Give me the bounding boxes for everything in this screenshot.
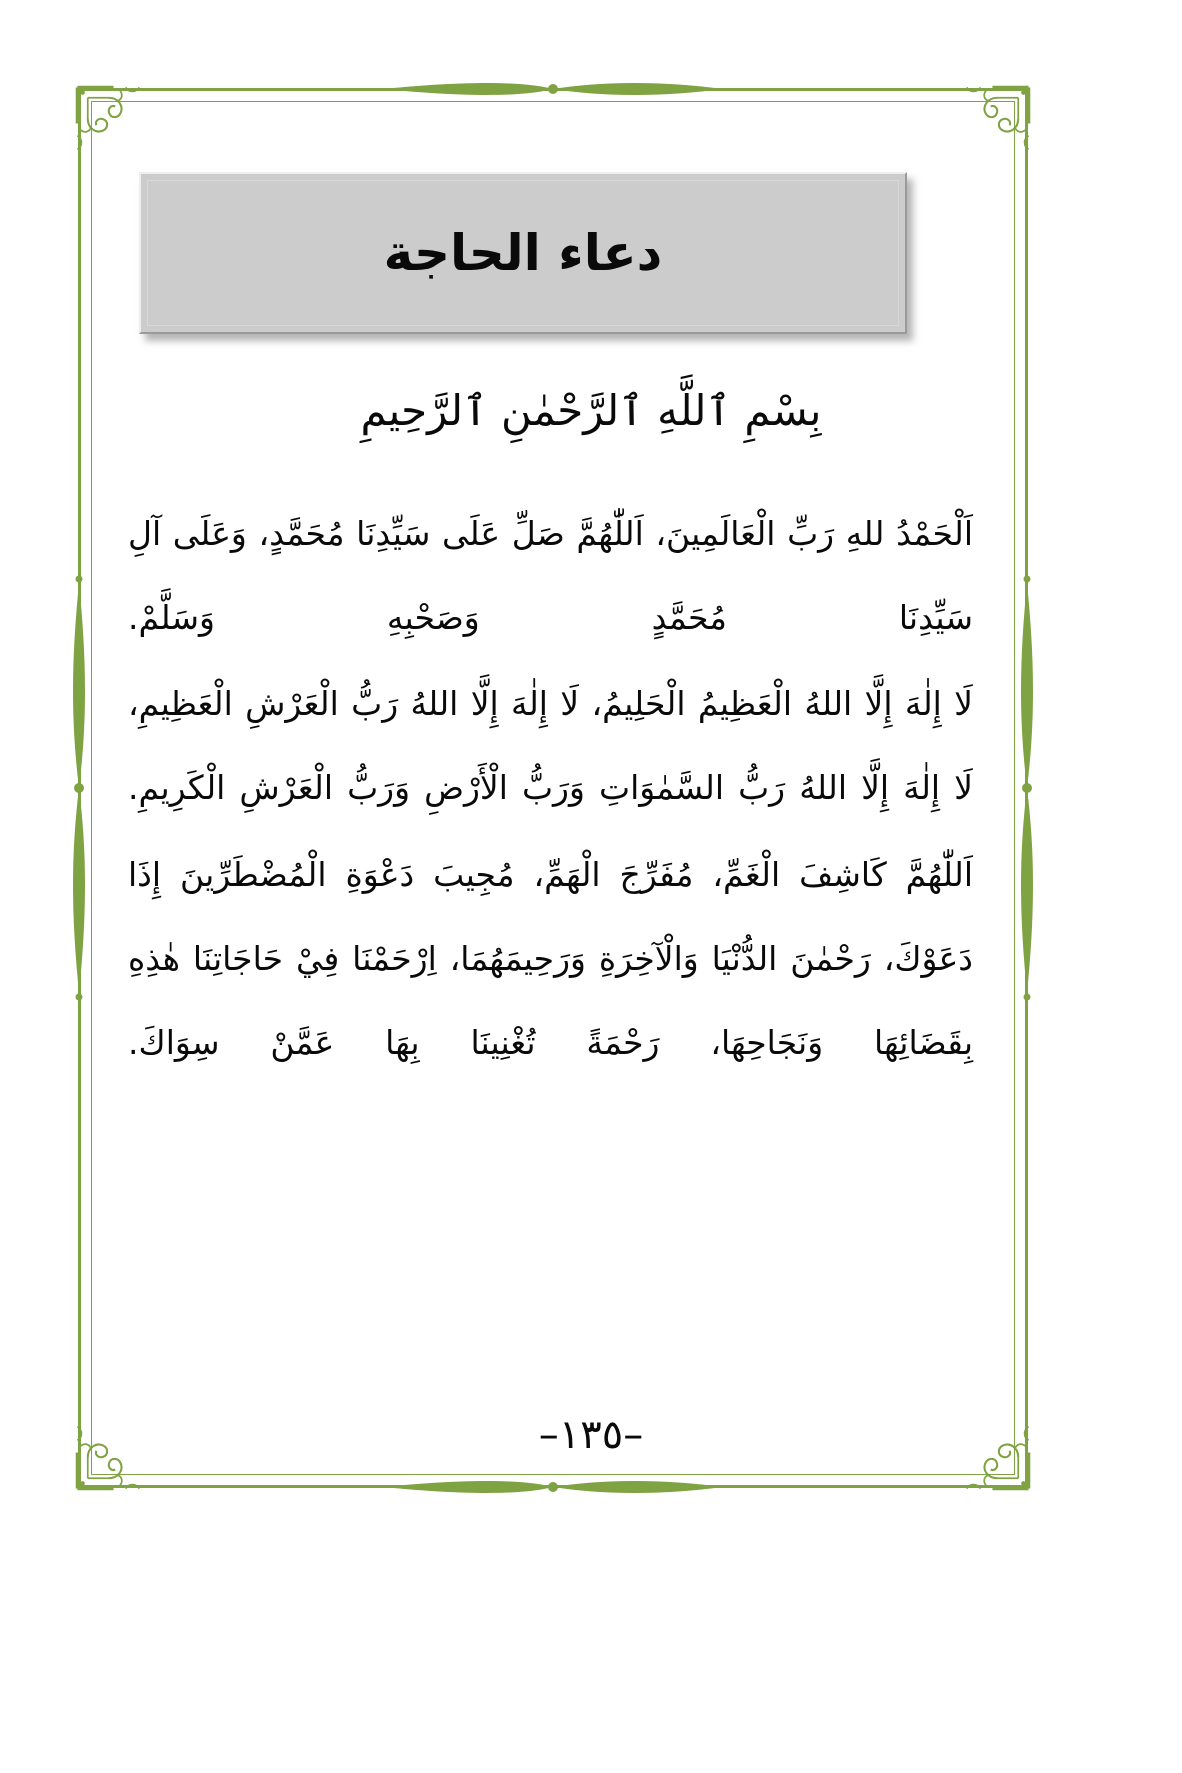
leaf-divider-ornament-icon xyxy=(67,573,91,1003)
floral-corner-ornament-icon xyxy=(74,84,160,170)
page-title-plaque xyxy=(139,172,907,334)
dua-paragraph: اَللّٰهُمَّ كَاشِفَ الْغَمِّ، مُفَرِّجَ الْهَمِّ، مُجِيبَ دَعْوَةِ الْمُضْطَرِّينَ إِذَا دَعَوْكَ، رَحْمٰنَ الدُّنْيَا وَالْآخِرَةِ وَرَحِيمَهُمَا، اِرْحَمْنَا فِيْ حَاجَاتِنَا هٰذِهِ بِقَضَائِهَا وَنَجَاحِهَا، رَحْمَةً تُغْنِينَا بِهَا عَمَّنْ سِوَاكَ. xyxy=(128,854,973,1062)
dua-paragraph: لَا إِلٰهَ إِلَّا اللهُ الْعَظِيمُ الْحَلِيمُ، لَا إِلٰهَ إِلَّا اللهُ رَبُّ الْعَرْشِ الْعَظِيمِ، لَا إِلٰهَ إِلَّا اللهُ رَبُّ السَّمٰوَاتِ وَرَبُّ الْأَرْضِ وَرَبُّ الْعَرْشِ الْكَرِيمِ. xyxy=(128,684,973,808)
leaf-divider-ornament-icon xyxy=(373,77,733,101)
basmala-heading: بِسْمِ ٱللَّهِ ٱلرَّحْمٰنِ ٱلرَّحِيمِ xyxy=(360,386,822,435)
page-title: دعاء الحاجة xyxy=(383,224,663,282)
page-number: –١٣٥– xyxy=(538,1412,644,1458)
dua-body-text xyxy=(128,492,973,1087)
leaf-divider-ornament-icon xyxy=(373,1475,733,1499)
dua-paragraph: اَلْحَمْدُ للهِ رَبِّ الْعَالَمِينَ، اَللّٰهُمَّ صَلِّ عَلَى سَيِّدِنَا مُحَمَّدٍ، وَعَلَى آلِ سَيِّدِنَا مُحَمَّدٍ وَصَحْبِهِ وَسَلَّمْ. xyxy=(128,514,973,638)
leaf-divider-ornament-icon xyxy=(1015,573,1039,1003)
floral-corner-ornament-icon xyxy=(946,84,1032,170)
